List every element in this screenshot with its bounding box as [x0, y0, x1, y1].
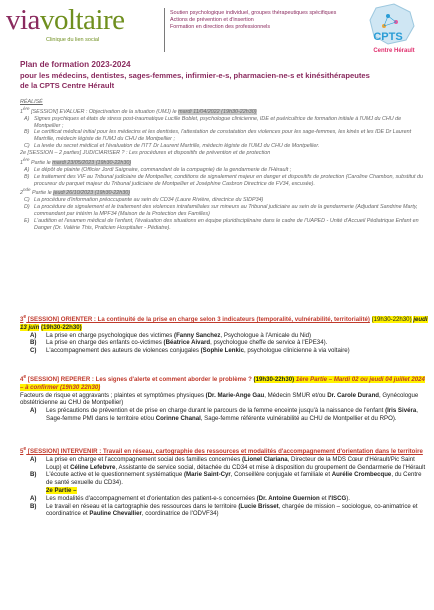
- session-4-list: [20, 407, 428, 423]
- plan-organisation: de la CPTS Centre Hérault: [20, 81, 115, 90]
- list-item: A) Signes psychiques et états de stress post-traumatique Lucille Boblet, psychologue clinicienne, IDE et puéricultrice de formation initiale à l'UMJ du CHU de Montpellier ;: [24, 115, 402, 129]
- list-item: E) L'audition et l'examen médical de l'enfant, l'évaluation des situations en équipe pluridisciplinaire dans le cadre de l'UAPED - Unité d'Accueil Pédiatrique Enfant en Danger (Dr. Valérie This, Praticien Hospitalier - Pédiatre).: [24, 217, 419, 231]
- list-item: B) Le travail en réseau et la cartographie des ressources dans le territoire (Lucie Brisset, chargée de mission – sociologue, co-animatrice et coordinatrice et Pauline Chevallier, coordinatrice de l'ODVF34): [30, 502, 418, 518]
- service-line: Soutien psychologique individuel, groupes thérapeutiques spécifiques: [170, 10, 337, 16]
- header-divider: [164, 8, 165, 52]
- session-2-heading: 2e [SESSION – 2 parties] JUDICIARISER ? : Les procédures et dispositifs de prévention et de protection: [20, 150, 271, 157]
- list-item: A) Les modalités d'accompagnement et d'orientation des patient-e-s concernées (Dr. Antoine Guernion et l'ISCG).: [30, 494, 350, 502]
- cpts-subtitle: Centre Hérault: [373, 48, 415, 54]
- services-list: [170, 10, 350, 32]
- session-5-list: [20, 456, 428, 518]
- list-item: A) Le dépôt de plainte (Officier Jordi Saignaire, commandant de la compagnie) de la gendarmerie de l'Hérault ;: [24, 166, 292, 173]
- session-1-heading: 1ère [SESSION] EVALUER : Objectivation de la situation (UMJ) le mardi 11/04/2022 (19h30-22h30): [20, 105, 257, 115]
- session-4-heading: 4e [SESSION] REPERER : Les signes d'alerte et comment aborder le problème ? (19h30-22h30) 1ère Partie – Mardi 02 ou jeudi 04 juillet 2024 – à confirmer (19h30 22h30): [20, 374, 425, 391]
- session-2-part-2-list: [20, 197, 428, 232]
- completed-sessions: [20, 99, 428, 232]
- session-3: [20, 314, 428, 355]
- plan-audience: pour les médecins, dentistes, sages-femmes, infirmier-e-s, pharmacien-ne-s et kinésithérapeutes: [20, 71, 370, 80]
- list-item: C) L'accompagnement des auteurs de violences conjugales (Sophie Lenkic, psychologue clinicienne à via voltaire): [30, 347, 350, 355]
- list-item: B) Le certificat médical initial pour les médecins et les dentistes, l'attestation de constatation des violences pour les sage-femmes, les kinés et les IDE Dr Laurent Martrille, médecin légiste de l'UMJ du CHU de Montpellier ;: [24, 129, 412, 143]
- via-voltaire-logo: viavoltaire: [6, 4, 125, 36]
- session-3-list: [20, 332, 428, 355]
- service-line: Actions de prévention et d'insertion: [170, 17, 254, 24]
- session-5: [20, 446, 428, 518]
- list-item: C) La procédure d'information préoccupante au sein du CD34 (Laure Rivière, directrice du SIDP34): [24, 197, 264, 204]
- list-item: A) La prise en charge psychologique des victimes (Fanny Sanchez, Psychologue à l'Amicale du Nid): [30, 331, 312, 339]
- session-2-part-1: 1ère Partie le mardi 23/05/2023 (19h30-22h30): [20, 157, 132, 166]
- session-2-part-1-list: [20, 167, 428, 188]
- session-5-heading: 5e [SESSION] INTERVENIR : Travail en réseau, cartographie des ressources et modalités d'accompagnement d'orientation dans le territoire: [20, 446, 423, 456]
- session-4: [20, 374, 428, 423]
- plan-subtitle: [20, 71, 430, 91]
- cpts-logo-icon: [358, 2, 428, 58]
- service-line: Formation en direction des professionnels: [170, 24, 271, 31]
- list-item: C) La levée du secret médical et l'évaluation de l'ITT Dr Laurent Martrille, médecin légiste de l'UMJ du CHU de Montpellier.: [24, 143, 320, 150]
- realise-label: RÉALISÉ: [20, 99, 43, 105]
- session-2-part-2: 2nde Partie le jeudi 26/10/2023 (19h30-22h30): [20, 187, 131, 197]
- plan-title: Plan de formation 2023-2024: [20, 60, 131, 69]
- document-header: [0, 0, 434, 56]
- list-item: A) Les précautions de prévention et de prise en charge durant le parcours de la femme enceinte jusqu'à la naissance de l'enfant (Iris Sivéra, Sage-femme PMI dans le territoire et/ou Corinne Chanal, Sage-femme référente vulnérabilité au CHU de Montpellier et du RPO).: [30, 407, 418, 423]
- list-item: B) L'écoute active et le questionnement systématique (Marie Saint-Cyr, Conseillère conjugale et familiale et Aurélie Crombecque, du Centre de santé sexuelle du CD34).: [30, 471, 422, 487]
- cpts-badge: CPTS: [373, 31, 403, 43]
- session-5-part-2-label: 2e Partie –: [46, 487, 77, 495]
- session-4-intro: Facteurs de risque et aggravants ; plaintes et symptômes physiques (Dr. Marie-Ange Gau, Médecin SMUR et/ou Dr. Carole Durand, Gynécologue obstétricienne au CHU de Montpellier): [20, 391, 419, 407]
- list-item: D) La procédure de signalement et le traitement des violences intrafamiliales sur mineurs au Tribunal judiciaire au sein de la gendarmerie (Adjudant Sandrine Marty, commandant par intérim la MPF34 (Maison de la Protection des Familles): [24, 204, 418, 217]
- list-item: A) La prise en charge et l'accompagnement social des familles concernées (Lionel Clariana, Directeur de la MDS Cœur d'Hérault/Pic Saint Loup) et Céline Lefebvre, Assistante de service social, détachée du CD34 et mise à disposition du groupement de Gendarmerie de l'Hérault: [30, 455, 426, 471]
- list-item: B) Le traitement des VIF au Tribunal judiciaire de Montpellier, conditions de signalement majeur en danger et dispositifs de protection (Caroline Chambon, substitut du procureur du parquet majeur du Tribunal judiciaire de Montpellier et Joséphine Casbron Directrice de FV34, excusée).: [24, 173, 424, 187]
- logo-tagline: Clinique du lien social: [46, 37, 100, 43]
- session-1-list: [20, 116, 428, 151]
- list-item: B) La prise en charge des enfants co-victimes (Béatrice Aivard, psychologue cheffe de service à l'EPE34).: [30, 339, 328, 347]
- session-3-heading: 3e [SESSION] ORIENTER : La continuité de la prise en charge selon 3 indicateurs (temporalité, vulnérabilité, territorialité) (19h30-22h30) jeudi 13 juin (19h30-22h30): [20, 314, 428, 331]
